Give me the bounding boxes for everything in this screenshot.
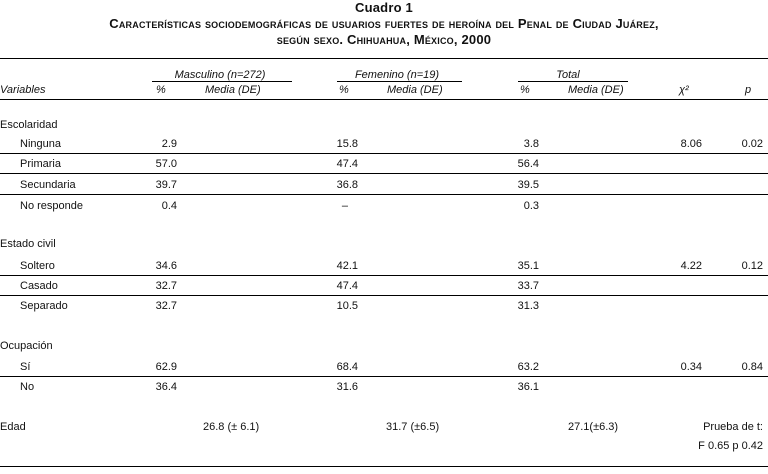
row-edad-label: Edad bbox=[0, 421, 26, 433]
row-rule bbox=[0, 194, 768, 195]
edad-test-line-2: F 0.65 p 0.42 bbox=[698, 440, 763, 452]
row-f-pct: 36.8 bbox=[336, 179, 358, 191]
row-rule bbox=[0, 275, 768, 276]
header-chi: χ² bbox=[679, 84, 689, 96]
row-edad-t: 27.1(±6.3) bbox=[568, 421, 619, 433]
header-variables: Variables bbox=[0, 84, 46, 96]
row-f-pct: 15.8 bbox=[336, 138, 358, 150]
header-m-media: Media (DE) bbox=[205, 84, 261, 96]
row-t-pct: 56.4 bbox=[517, 158, 539, 170]
row-f-pct: 31.6 bbox=[336, 381, 358, 393]
caption-line-2: según sexo. Chihuahua, México, 2000 bbox=[276, 32, 492, 47]
section-escolaridad: Escolaridad bbox=[0, 119, 58, 131]
bottom-rule bbox=[0, 466, 768, 467]
row-label: Separado bbox=[20, 300, 68, 312]
section-estado-civil: Estado civil bbox=[0, 238, 56, 250]
header-m-pct: % bbox=[156, 84, 166, 96]
row-m-pct: 39.7 bbox=[155, 179, 177, 191]
header-t-pct: % bbox=[520, 84, 530, 96]
row-t-pct: 31.3 bbox=[517, 300, 539, 312]
row-t-pct: 36.1 bbox=[517, 381, 539, 393]
row-f-pct: 68.4 bbox=[336, 361, 358, 373]
section-ocupacion: Ocupación bbox=[0, 340, 53, 352]
header-total-rule bbox=[518, 81, 628, 82]
header-total: Total bbox=[556, 69, 580, 81]
caption-label: Cuadro 1 bbox=[355, 0, 413, 15]
row-t-pct: 33.7 bbox=[517, 280, 539, 292]
row-m-pct: 0.4 bbox=[161, 200, 177, 212]
row-p: 0.02 bbox=[741, 138, 763, 150]
row-f-pct: 42.1 bbox=[336, 260, 358, 272]
row-m-pct: 2.9 bbox=[161, 138, 177, 150]
row-t-pct: 35.1 bbox=[517, 260, 539, 272]
row-m-pct: 32.7 bbox=[155, 300, 177, 312]
row-rule bbox=[0, 295, 768, 296]
row-edad-f: 31.7 (±6.5) bbox=[386, 421, 440, 433]
row-m-pct: 36.4 bbox=[155, 381, 177, 393]
row-t-pct: 63.2 bbox=[517, 361, 539, 373]
row-f-pct: 47.4 bbox=[336, 280, 358, 292]
header-bottom-rule bbox=[0, 99, 768, 100]
row-edad-m: 26.8 (± 6.1) bbox=[203, 421, 260, 433]
row-chi: 4.22 bbox=[680, 260, 702, 272]
row-label: Casado bbox=[20, 280, 58, 292]
row-f-pct: 47.4 bbox=[336, 158, 358, 170]
row-p: 0.12 bbox=[741, 260, 763, 272]
row-t-pct: 39.5 bbox=[517, 179, 539, 191]
row-rule bbox=[0, 153, 768, 154]
row-rule bbox=[0, 376, 768, 377]
row-f-pct: 10.5 bbox=[336, 300, 358, 312]
edad-test-line-1: Prueba de t: bbox=[703, 421, 763, 433]
top-rule bbox=[0, 58, 768, 59]
row-label: Sí bbox=[20, 361, 31, 373]
row-m-pct: 32.7 bbox=[155, 280, 177, 292]
row-label: No responde bbox=[20, 200, 83, 212]
row-m-pct: 57.0 bbox=[155, 158, 177, 170]
header-f-pct: % bbox=[339, 84, 349, 96]
row-label: Primaria bbox=[20, 158, 61, 170]
row-t-pct: 0.3 bbox=[523, 200, 539, 212]
row-chi: 0.34 bbox=[680, 361, 702, 373]
row-label: No bbox=[20, 381, 35, 393]
header-masculino: Masculino (n=272) bbox=[174, 69, 266, 81]
row-f-pct: – bbox=[341, 200, 348, 212]
header-femenino-rule bbox=[337, 81, 462, 82]
table-caption bbox=[0, 0, 768, 48]
header-femenino: Femenino (n=19) bbox=[354, 69, 440, 81]
caption-line-1: Características sociodemográficas de usuarios fuertes de heroína del Penal de Ciudad Juárez, bbox=[109, 16, 659, 31]
row-m-pct: 34.6 bbox=[155, 260, 177, 272]
header-masculino-rule bbox=[152, 81, 292, 82]
row-label: Ninguna bbox=[20, 138, 61, 150]
row-chi: 8.06 bbox=[680, 138, 702, 150]
row-label: Soltero bbox=[20, 260, 55, 272]
header-p: p bbox=[745, 84, 752, 96]
header-t-media: Media (DE) bbox=[568, 84, 624, 96]
row-rule bbox=[0, 173, 768, 174]
row-label: Secundaria bbox=[20, 179, 76, 191]
row-m-pct: 62.9 bbox=[155, 361, 177, 373]
header-f-media: Media (DE) bbox=[387, 84, 443, 96]
row-p: 0.84 bbox=[741, 361, 763, 373]
row-t-pct: 3.8 bbox=[523, 138, 539, 150]
